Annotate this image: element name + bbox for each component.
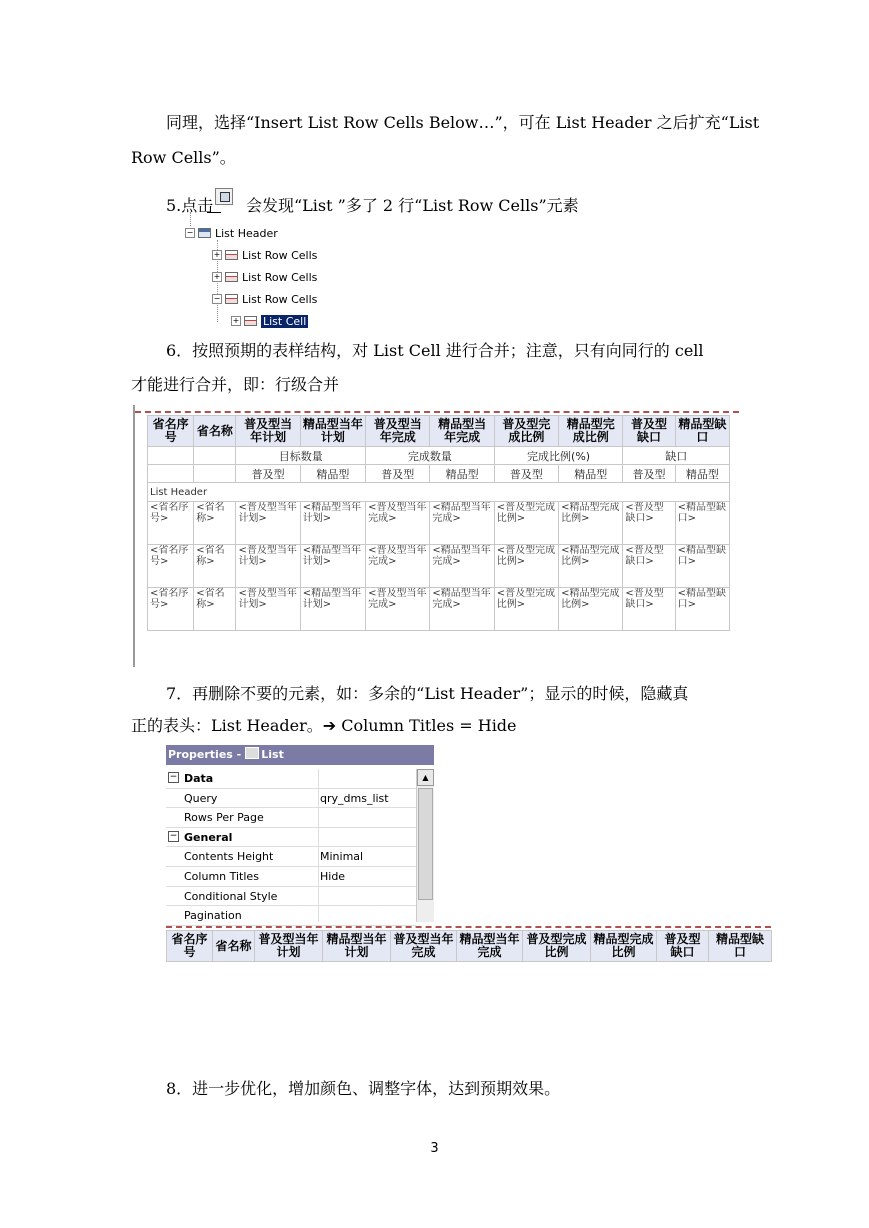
properties-object: List (261, 748, 284, 761)
property-name: Column Titles (184, 869, 259, 883)
scroll-up-icon[interactable]: ▲ (417, 769, 434, 786)
column-title: 普及型当年完成 (366, 416, 430, 447)
property-row-column-titles[interactable] (166, 867, 416, 887)
list-cell: <普及型当年计划> (236, 588, 300, 631)
table-icon (225, 250, 238, 260)
group-label: General (184, 830, 233, 844)
paragraph-line: 6．按照预期的表样结构，对 List Cell 进行合并；注意，只有向同行的 cell (166, 341, 704, 360)
column-title: 精品型完成比例 (559, 416, 623, 447)
property-row-contents-height[interactable] (166, 847, 416, 867)
page-number: 3 (430, 1141, 439, 1156)
column-title: 省名称 (213, 931, 255, 962)
tree-node-list-row-cells[interactable] (212, 268, 317, 286)
list-cell: <普及型当年完成> (366, 545, 430, 588)
step5-suffix: 会发现“List ”多了 2 行“List Row Cells”元素 (246, 196, 579, 215)
property-row-pagination[interactable] (166, 906, 416, 926)
divider (318, 769, 319, 922)
paragraph-line: 8．进一步优化，增加颜色、调整字体，达到预期效果。 (166, 1079, 561, 1098)
collapse-icon[interactable]: − (186, 228, 194, 237)
list-row-cells (148, 588, 730, 631)
group-header: 完成数量 (366, 447, 495, 465)
column-titles-row (148, 416, 730, 447)
list-icon (245, 747, 259, 759)
tree-node-list-row-cells[interactable] (212, 246, 317, 264)
collapse-icon[interactable]: − (213, 294, 221, 303)
tree-node-label: List Row Cells (242, 270, 318, 284)
list-cell: <精品型缺口> (675, 502, 729, 545)
properties-title-bar (166, 745, 434, 765)
property-group-general[interactable] (166, 828, 416, 848)
empty-cell (194, 465, 236, 483)
property-row-rows-per-page[interactable] (166, 808, 416, 828)
paragraph-line: 同理，选择“Insert List Row Cells Below…”，可在 List Header 之后扩充“List (166, 113, 760, 132)
group-header-row (148, 447, 730, 465)
column-title: 普及型当年计划 (236, 416, 300, 447)
sub-header: 普及型 (366, 465, 430, 483)
paragraph-line: 才能进行合并，即：行级合并 (131, 375, 340, 394)
property-grid (166, 769, 416, 926)
list-cell: <精品型当年完成> (430, 545, 494, 588)
divider (135, 411, 739, 413)
tree-node-list-header[interactable] (185, 224, 278, 242)
column-title: 精品型完成比例 (591, 931, 657, 962)
expand-icon[interactable]: + (213, 250, 221, 259)
list-cell: <省名称> (194, 545, 236, 588)
column-title: 普及型当年计划 (255, 931, 323, 962)
tree-node-list-row-cells[interactable] (212, 290, 317, 308)
empty-cell (148, 465, 194, 483)
step5-prefix: 5.点击 (166, 196, 214, 215)
tree-node-label-selected: List Cell (263, 314, 307, 328)
list-structure-tree (185, 222, 345, 334)
collapse-icon[interactable]: − (169, 772, 178, 782)
sub-header: 精品型 (300, 465, 365, 483)
sub-header: 普及型 (623, 465, 675, 483)
property-name: Rows Per Page (184, 811, 264, 825)
sub-header: 普及型 (236, 465, 300, 483)
paragraph-line: 正的表头：List Header。➔ Column Titles = Hide (131, 716, 517, 735)
group-header: 完成比例(%) (494, 447, 623, 465)
column-title: 精品型当年完成 (457, 931, 523, 962)
column-title: 省名序号 (167, 931, 213, 962)
collapse-icon[interactable]: − (169, 830, 178, 841)
column-title: 精品型当年计划 (300, 416, 365, 447)
group-label: Data (184, 772, 214, 785)
column-title: 普及型当年完成 (391, 931, 457, 962)
property-name: Conditional Style (184, 889, 278, 903)
property-value[interactable]: Hide (320, 869, 346, 883)
sub-header: 精品型 (430, 465, 494, 483)
header-grid (166, 930, 772, 962)
list-cell: <普及型缺口> (623, 502, 675, 545)
list-header-row (148, 483, 730, 502)
column-title: 精品型当年完成 (430, 416, 494, 447)
table-icon (198, 228, 211, 238)
property-value[interactable]: qry_dms_list (320, 791, 389, 805)
list-cell: <普及型当年计划> (236, 502, 300, 545)
table-icon (225, 294, 238, 304)
property-name: Contents Height (184, 850, 274, 864)
list-cell: <省名称> (194, 588, 236, 631)
report-grid (147, 415, 730, 631)
table-icon (244, 316, 257, 326)
sub-header: 精品型 (559, 465, 623, 483)
list-row-cells (148, 545, 730, 588)
divider (166, 926, 771, 928)
paragraph-line: 7．再删除不要的元素，如：多余的“List Header”；显示的时候，隐藏真 (166, 684, 689, 703)
column-title: 省名序号 (148, 416, 194, 447)
property-name: Pagination (184, 909, 242, 923)
list-cell: <省名称> (194, 502, 236, 545)
list-header-label: List Header (148, 483, 730, 502)
report-design-table (133, 405, 740, 667)
list-cell: <普及型缺口> (623, 545, 675, 588)
column-title: 普及型缺口 (623, 416, 675, 447)
list-cell: <精品型缺口> (675, 588, 729, 631)
divider (207, 212, 221, 213)
column-titles-row (167, 931, 772, 962)
list-cell: <精品型当年完成> (430, 588, 494, 631)
list-cell: <精品型当年计划> (300, 502, 365, 545)
column-title: 省名称 (194, 416, 236, 447)
list-cell: <精品型当年完成> (430, 502, 494, 545)
list-cell: <精品型完成比例> (559, 502, 623, 545)
tree-node-label: List Row Cells (242, 292, 318, 306)
sub-header: 普及型 (494, 465, 558, 483)
scrollbar-thumb[interactable] (418, 788, 433, 900)
sub-header-row (148, 465, 730, 483)
list-cell: <普及型完成比例> (494, 502, 558, 545)
property-row-conditional-style[interactable] (166, 887, 416, 907)
group-header: 目标数量 (236, 447, 366, 465)
list-cell: <省名序号> (148, 545, 194, 588)
expand-icon[interactable]: + (213, 272, 221, 281)
list-cell: <普及型完成比例> (494, 588, 558, 631)
table-icon (225, 272, 238, 282)
list-row-cells (148, 502, 730, 545)
expand-icon[interactable]: + (232, 316, 240, 325)
list-cell: <省名序号> (148, 588, 194, 631)
list-cell: <精品型当年计划> (300, 545, 365, 588)
list-cell: <普及型当年完成> (366, 502, 430, 545)
list-cell: <普及型当年计划> (236, 545, 300, 588)
group-header: 缺口 (623, 447, 730, 465)
column-title: 精品型缺口 (709, 931, 772, 962)
column-title: 普及型完成比例 (494, 416, 558, 447)
tree-node-label: List Row Cells (242, 248, 318, 262)
column-title: 精品型当年计划 (323, 931, 391, 962)
list-cell: <普及型完成比例> (494, 545, 558, 588)
property-value[interactable]: Minimal (320, 850, 364, 864)
list-cell: <普及型缺口> (623, 588, 675, 631)
column-title: 普及型缺口 (657, 931, 709, 962)
column-title: 普及型完成比例 (523, 931, 591, 962)
list-tree-toolbar-icon[interactable] (215, 188, 233, 205)
list-cell: <精品型缺口> (675, 545, 729, 588)
properties-title: Properties - (168, 748, 242, 761)
column-title: 精品型缺口 (675, 416, 729, 447)
properties-panel (166, 745, 434, 922)
list-cell: <精品型完成比例> (559, 545, 623, 588)
paragraph-line: Row Cells”。 (131, 148, 236, 167)
property-name: Query (184, 791, 218, 805)
list-cell: <省名序号> (148, 502, 194, 545)
scrollbar[interactable] (416, 769, 434, 922)
property-row-query[interactable] (166, 789, 416, 809)
list-cell: <精品型完成比例> (559, 588, 623, 631)
list-cell: <精品型当年计划> (300, 588, 365, 631)
empty-cell (148, 447, 194, 465)
tree-node-list-cell[interactable] (231, 312, 308, 330)
empty-cell (194, 447, 236, 465)
sub-header: 精品型 (675, 465, 729, 483)
tree-node-label: List Header (215, 226, 278, 240)
list-cell: <普及型当年完成> (366, 588, 430, 631)
property-group-data[interactable] (166, 769, 416, 789)
